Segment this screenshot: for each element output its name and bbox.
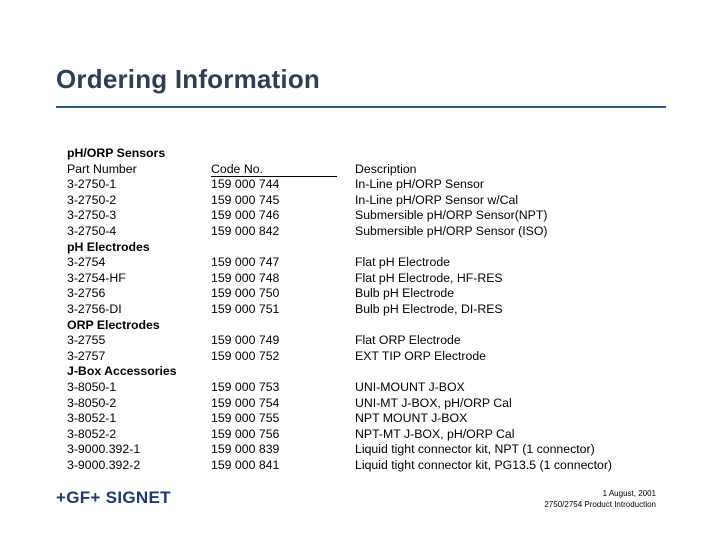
row-part-number: 3-2750-1 xyxy=(67,177,117,192)
row-part-number: 3-2757 xyxy=(67,348,106,363)
row-code-no: 159 000 842 xyxy=(211,223,280,238)
header-code-no-label: Code No. xyxy=(211,162,337,177)
footer-date: 1 August, 2001 xyxy=(602,489,656,498)
row-spacer xyxy=(211,364,347,380)
row-spacer xyxy=(211,146,347,162)
row-part-number: 3-9000.392-1 xyxy=(67,442,141,457)
code-no-column xyxy=(211,146,347,473)
row-spacer xyxy=(355,364,665,380)
row-description: Liquid tight connector kit, PG13.5 (1 connector) xyxy=(355,457,613,472)
row-part-number: 3-2750-4 xyxy=(67,223,117,238)
row-description: Flat pH Electrode xyxy=(355,255,451,270)
row-code-no: 159 000 756 xyxy=(211,426,280,441)
part-number-column xyxy=(67,146,207,473)
row-code-no: 159 000 748 xyxy=(211,270,280,285)
section-title: pH/ORP Sensors xyxy=(67,146,166,160)
row-spacer xyxy=(211,240,347,256)
row-part-number: 3-2750-2 xyxy=(67,192,117,207)
row-code-no: 159 000 744 xyxy=(211,177,280,192)
row-code-no: 159 000 755 xyxy=(211,411,280,426)
row-description: Bulb pH Electrode xyxy=(355,286,455,301)
row-description: UNI-MT J-BOX, pH/ORP Cal xyxy=(355,395,512,410)
row-part-number: 3-2756 xyxy=(67,286,106,301)
footer-subtitle: 2750/2754 Product Introduction xyxy=(544,500,656,509)
row-description: NPT-MT J-BOX, pH/ORP Cal xyxy=(355,426,515,441)
row-description: Flat pH Electrode, HF-RES xyxy=(355,270,503,285)
row-code-no: 159 000 749 xyxy=(211,333,280,348)
row-spacer xyxy=(211,318,347,334)
row-code-no: 159 000 747 xyxy=(211,255,280,270)
title-divider xyxy=(56,106,666,108)
row-spacer xyxy=(355,146,665,162)
row-part-number: 3-2754-HF xyxy=(67,270,126,285)
row-description: In-Line pH/ORP Sensor w/Cal xyxy=(355,192,519,207)
row-code-no: 159 000 750 xyxy=(211,286,280,301)
row-code-no: 159 000 746 xyxy=(211,208,280,223)
gf-signet-logo: +GF+ SIGNET xyxy=(56,488,171,507)
header-part-number: Part Number xyxy=(67,161,137,176)
category-heading: pH Electrodes xyxy=(67,239,150,254)
row-description: Liquid tight connector kit, NPT (1 connector) xyxy=(355,442,595,457)
row-code-no: 159 000 751 xyxy=(211,301,280,316)
row-code-no: 159 000 752 xyxy=(211,348,280,363)
category-heading: ORP Electrodes xyxy=(67,317,160,332)
row-description: Flat ORP Electrode xyxy=(355,333,461,348)
row-description: EXT TIP ORP Electrode xyxy=(355,348,487,363)
row-part-number: 3-2755 xyxy=(67,333,106,348)
row-part-number: 3-8050-1 xyxy=(67,379,117,394)
row-description: Bulb pH Electrode, DI-RES xyxy=(355,301,503,316)
row-description: Submersible pH/ORP Sensor (ISO) xyxy=(355,223,548,238)
row-part-number: 3-8052-2 xyxy=(67,426,117,441)
row-spacer xyxy=(355,240,665,256)
row-part-number: 3-2754 xyxy=(67,255,106,270)
row-spacer xyxy=(355,318,665,334)
row-code-no: 159 000 841 xyxy=(211,457,280,472)
row-part-number: 3-2750-3 xyxy=(67,208,117,223)
row-code-no: 159 000 839 xyxy=(211,442,280,457)
row-code-no: 159 000 745 xyxy=(211,192,280,207)
row-description: In-Line pH/ORP Sensor xyxy=(355,177,484,192)
header-description: Description xyxy=(355,161,417,176)
header-code-no xyxy=(211,162,347,178)
description-column xyxy=(355,146,665,473)
row-code-no: 159 000 753 xyxy=(211,379,280,394)
row-code-no: 159 000 754 xyxy=(211,395,280,410)
row-part-number: 3-8052-1 xyxy=(67,411,117,426)
slide-title: Ordering Information xyxy=(56,64,320,94)
row-part-number: 3-8050-2 xyxy=(67,395,117,410)
row-description: Submersible pH/ORP Sensor(NPT) xyxy=(355,208,548,223)
row-part-number: 3-2756-DI xyxy=(67,301,122,316)
row-description: NPT MOUNT J-BOX xyxy=(355,411,468,426)
row-part-number: 3-9000.392-2 xyxy=(67,457,141,472)
row-description: UNI-MOUNT J-BOX xyxy=(355,379,465,394)
category-heading: J-Box Accessories xyxy=(67,364,177,379)
footer-info xyxy=(544,488,656,510)
